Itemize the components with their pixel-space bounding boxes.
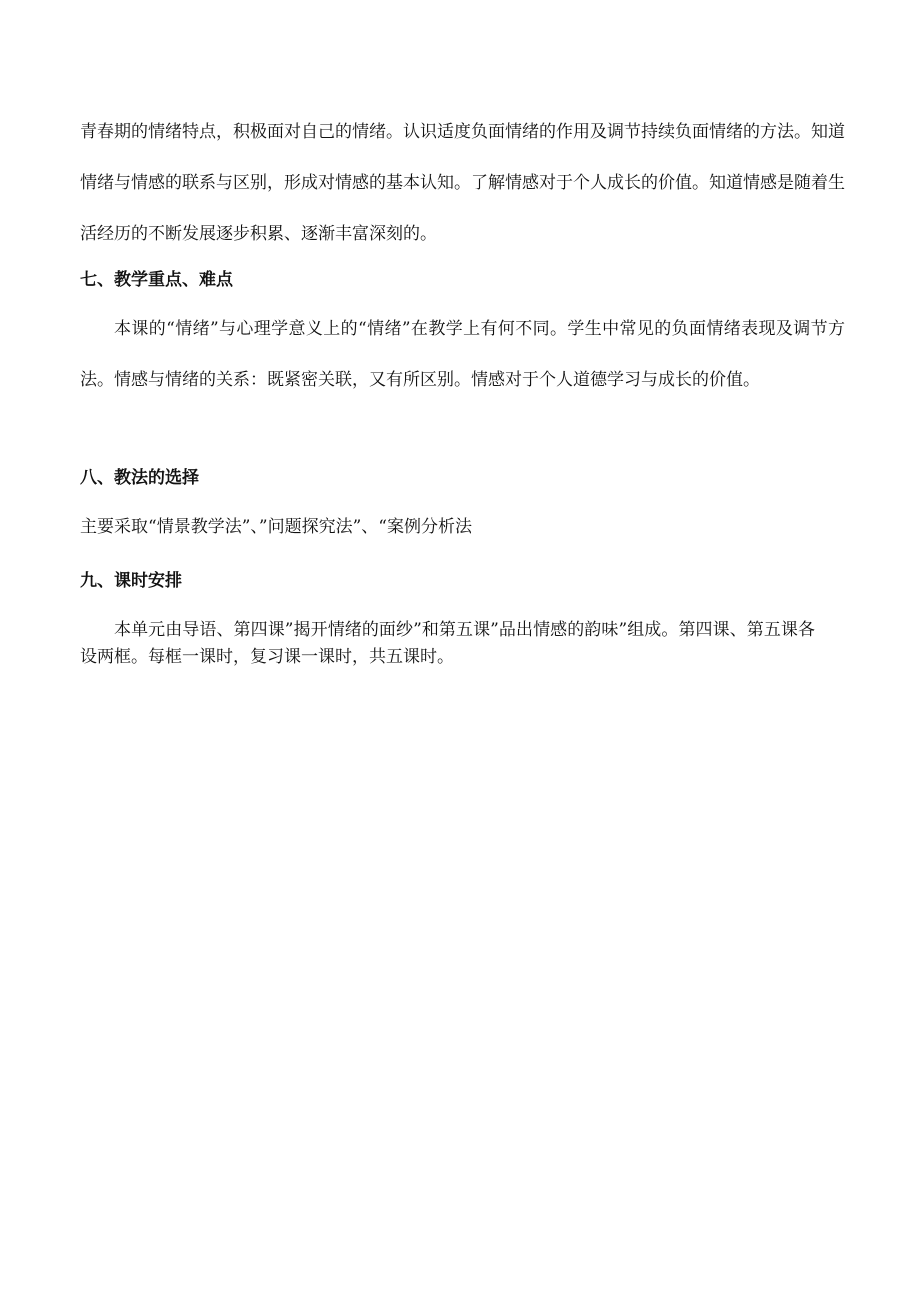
section-9-body: 本单元由导语、第四课”揭开情绪的面纱”和第五课”品出情感的韵味”组成。第四课、第五课各设两框。每框一课时，复习课一课时，共五课时。 (80, 620, 815, 667)
section-7-body: 本课的“情绪”与心理学意义上的“情绪”在教学上有何不同。学生中常见的负面情绪表现及调节方法。情感与情绪的关系：既紧密关联，又有所区别。情感对于个人道德学习与成长的价值。 (80, 319, 845, 390)
section-7-heading: 七、教学重点、难点 (80, 270, 233, 290)
section-9-heading: 九、课时安排 (80, 571, 182, 591)
intro-paragraph: 青春期的情绪特点，积极面对自己的情绪。认识适度负面情绪的作用及调节持续负面情绪的方法。知道情绪与情感的联系与区别，形成对情感的基本认知。了解情感对于个人成长的价值。知道情感是随着生活经历的不断发展逐步积累、逐渐丰富深刻的。 (80, 122, 845, 244)
section-8-body: 主要采取“情景教学法”、”问题探究法”、“案例分析法 (80, 517, 472, 537)
section-8-heading: 八、教法的选择 (80, 468, 199, 488)
